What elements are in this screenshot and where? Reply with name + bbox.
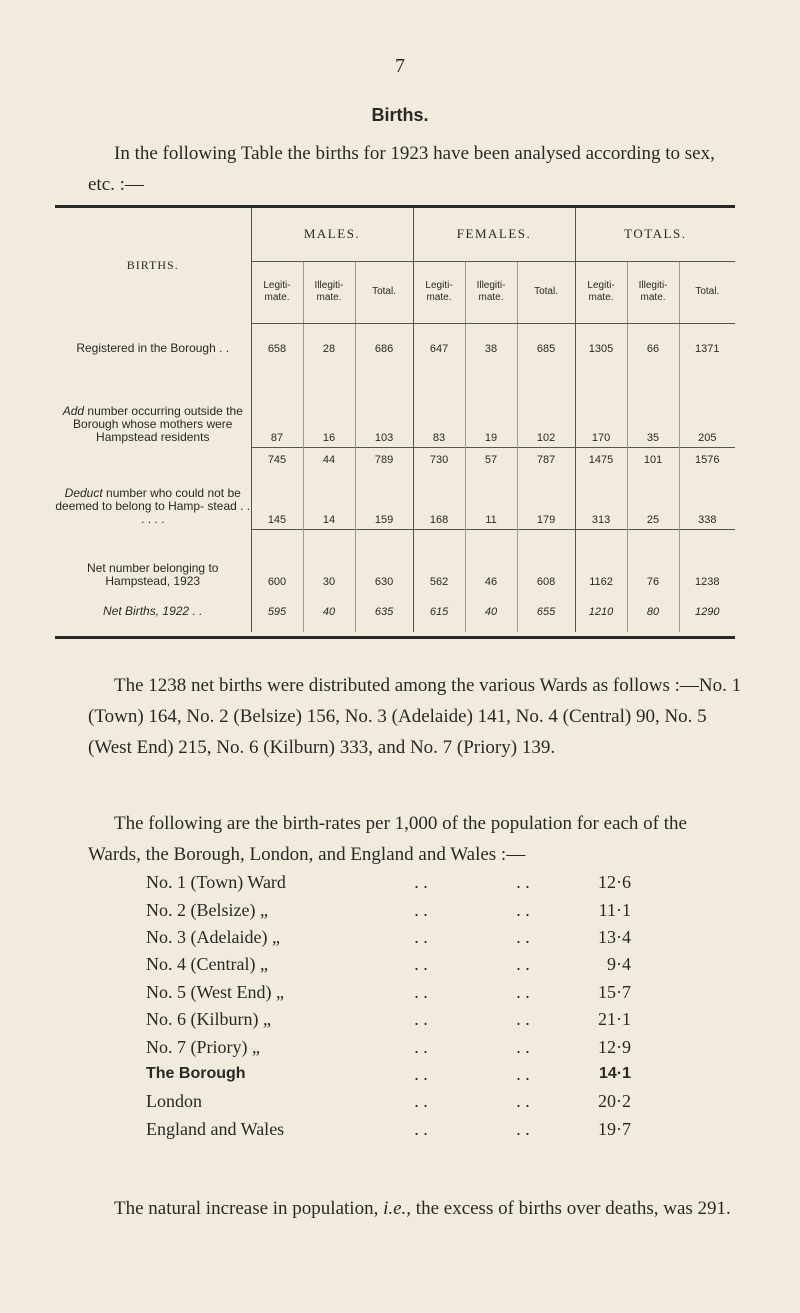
row-label-emphasis: Deduct (64, 486, 103, 500)
females-legitimate-header: Legiti- mate. (413, 261, 465, 323)
page-number: 7 (395, 55, 405, 77)
row-label (55, 592, 251, 632)
males-illegitimate-header: Illegiti- mate. (303, 261, 355, 323)
females-total-header: Total. (517, 261, 575, 323)
table-cell: 101 (627, 447, 679, 484)
table-cell: 745 (251, 447, 303, 484)
table-cell: 615 (413, 592, 465, 632)
table-cell: 647 (413, 323, 465, 374)
table-cell: 600 (251, 529, 303, 592)
rate-area: The Borough (146, 1065, 246, 1083)
table-cell: 35 (627, 374, 679, 448)
rate-area: London (146, 1091, 202, 1112)
totals-legitimate-header: Legiti- mate. (575, 261, 627, 323)
list-item (146, 1116, 666, 1143)
list-item (146, 869, 666, 896)
row-label-text: number occurring outside the Borough whose mothers were Hampstead residents (73, 404, 243, 444)
table-cell: 83 (413, 374, 465, 448)
list-item (146, 979, 666, 1006)
rate-value: 21·1 (598, 1009, 631, 1030)
closing-text-start: The natural increase in population, (114, 1198, 379, 1219)
table-cell: 40 (303, 592, 355, 632)
totals-group-header: TOTALS. (575, 208, 735, 261)
birth-rates-list (146, 869, 666, 1143)
males-group-header: MALES. (251, 208, 413, 261)
row-label-text: number who could not be deemed to belong to Hamp- stead (55, 486, 241, 513)
table-cell: 30 (303, 529, 355, 592)
males-legitimate-header: Legiti- mate. (251, 261, 303, 323)
table-cell: 787 (517, 447, 575, 484)
rate-value: 15·7 (598, 981, 631, 1002)
totals-illegitimate-header: Illegiti- mate. (627, 261, 679, 323)
leader-dots: . . . . (414, 1036, 530, 1057)
rate-area: England and Wales (146, 1118, 285, 1139)
table-cell: 103 (355, 374, 413, 448)
table-cell: 1576 (679, 447, 735, 484)
table-cell: 595 (251, 592, 303, 632)
table-cell: 11 (465, 484, 517, 530)
rate-area: No. 2 (Belsize) „ (146, 899, 268, 920)
table-cell: 57 (465, 447, 517, 484)
table-cell: 66 (627, 323, 679, 374)
table-cell: 1290 (679, 592, 735, 632)
rate-value: 11·1 (598, 899, 631, 920)
rates-intro-paragraph: The following are the birth-rates per 1,000 of the population for each of the Wards, the Borough, London, and England and Wales :— (88, 813, 687, 865)
previous-year-row (55, 592, 735, 632)
table-cell: 159 (355, 484, 413, 530)
list-item (146, 1088, 666, 1115)
row-label (55, 323, 251, 374)
leader-dots: . . (192, 604, 203, 618)
leader-dots: . . . . (414, 1009, 530, 1030)
list-item (146, 1033, 666, 1060)
table-cell: 685 (517, 323, 575, 374)
net-row (55, 529, 735, 592)
row-label: Net number belonging to Hampstead, 1923 (87, 560, 219, 588)
row-label-emphasis: Add (62, 404, 85, 418)
leader-dots: . . . . (414, 926, 530, 947)
rate-value: 14·1 (598, 1065, 631, 1083)
table-cell: 25 (627, 484, 679, 530)
leader-dots: . . . . (414, 1091, 530, 1112)
table-cell: 1305 (575, 323, 627, 374)
rate-value: 12·9 (598, 1036, 631, 1057)
leader-dots: . . . . . . (141, 499, 251, 526)
table-row (55, 374, 735, 448)
table-cell: 40 (465, 592, 517, 632)
leader-dots: . . . . (414, 954, 530, 975)
subtotal-row (55, 447, 735, 484)
list-item (146, 1006, 666, 1033)
rate-value: 13·4 (598, 926, 631, 947)
list-item (146, 951, 666, 978)
leader-dots: . . (219, 340, 230, 355)
table-cell: 16 (303, 374, 355, 448)
leader-dots: . . . . (414, 1118, 530, 1139)
table-cell: 38 (465, 323, 517, 374)
table-cell: 14 (303, 484, 355, 530)
table-cell: 730 (413, 447, 465, 484)
rate-area: No. 7 (Priory) „ (146, 1036, 260, 1057)
table-cell: 44 (303, 447, 355, 484)
rate-value: 9·4 (607, 954, 631, 975)
males-total-header: Total. (355, 261, 413, 323)
females-group-header: FEMALES. (413, 208, 575, 261)
table-cell: 80 (627, 592, 679, 632)
table-cell: 87 (251, 374, 303, 448)
intro-paragraph: In the following Table the births for 1923 have been analysed according to sex, etc. :— (88, 143, 715, 195)
row-label-text: Registered in the Borough (76, 340, 216, 355)
row-label (55, 484, 251, 530)
closing-text-end: the excess of births over deaths, was 291. (415, 1198, 731, 1219)
table-cell: 338 (679, 484, 735, 530)
row-label-text: Net Births, 1922 (103, 604, 190, 618)
leader-dots: . . . . (414, 1063, 530, 1084)
section-heading: Births. (371, 105, 429, 125)
births-table (55, 205, 735, 639)
table-cell: 170 (575, 374, 627, 448)
closing-paragraph (88, 1193, 744, 1224)
rate-area: No. 4 (Central) „ (146, 954, 268, 975)
table-cell: 1162 (575, 529, 627, 592)
rate-area: No. 1 (Town) Ward (146, 872, 286, 893)
table-cell: 562 (413, 529, 465, 592)
rate-value: 12·6 (598, 872, 631, 893)
rate-value: 19·7 (598, 1118, 631, 1139)
table-cell: 1475 (575, 447, 627, 484)
row-label (55, 374, 251, 448)
table-cell: 76 (627, 529, 679, 592)
wards-paragraph: The 1238 net births were distributed among the various Wards as follows :—No. 1 (Town) 164, No. 2 (Belsize) 156, No. 3 (Adelaide) 141, No. 4 (Central) 90, No. 5 (West End) 215, No. 6 (Kilburn) 333, and No. 7 (Priory) 139. (88, 675, 742, 758)
closing-emphasis: i.e., (383, 1198, 412, 1219)
table-cell: 658 (251, 323, 303, 374)
row-label (55, 447, 251, 484)
table-cell: 205 (679, 374, 735, 448)
table-cell: 46 (465, 529, 517, 592)
leader-dots: . . . . (414, 981, 530, 1002)
leader-dots: . . . . (414, 899, 530, 920)
table-cell: 630 (355, 529, 413, 592)
rate-area: No. 6 (Kilburn) „ (146, 1009, 271, 1030)
leader-dots: . . . . (414, 872, 530, 893)
table-cell: 1238 (679, 529, 735, 592)
table-cell: 19 (465, 374, 517, 448)
table-row (55, 323, 735, 374)
table-cell: 179 (517, 484, 575, 530)
table-cell: 655 (517, 592, 575, 632)
table-cell: 145 (251, 484, 303, 530)
table-cell: 608 (517, 529, 575, 592)
rate-value: 20·2 (598, 1091, 631, 1112)
table-cell: 102 (517, 374, 575, 448)
table-cell: 789 (355, 447, 413, 484)
rate-area: No. 5 (West End) „ (146, 981, 285, 1002)
table-cell: 28 (303, 323, 355, 374)
rate-area: No. 3 (Adelaide) „ (146, 926, 280, 947)
list-item (146, 896, 666, 923)
table-bottom-rule (55, 636, 735, 639)
list-item (146, 1061, 666, 1088)
table-cell: 1371 (679, 323, 735, 374)
births-column-header: BIRTHS. (126, 258, 179, 272)
table-cell: 168 (413, 484, 465, 530)
table-cell: 686 (355, 323, 413, 374)
table-cell: 635 (355, 592, 413, 632)
table-row (55, 484, 735, 530)
table-cell: 313 (575, 484, 627, 530)
table-cell: 1210 (575, 592, 627, 632)
females-illegitimate-header: Illegiti- mate. (465, 261, 517, 323)
list-item (146, 924, 666, 951)
totals-total-header: Total. (679, 261, 735, 323)
